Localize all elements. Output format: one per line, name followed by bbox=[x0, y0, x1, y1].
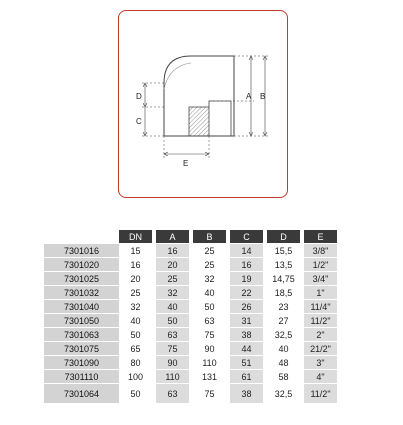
value-cell-c: 38 bbox=[230, 328, 263, 341]
value-cell-e: 11/2" bbox=[304, 384, 337, 403]
product-code-cell: 7301050 bbox=[44, 314, 119, 327]
table-row bbox=[44, 300, 337, 313]
value-cell-dn: 32 bbox=[130, 301, 141, 312]
value-cell-c: 16 bbox=[230, 258, 263, 271]
value-cell-c: 14 bbox=[230, 244, 263, 257]
table-row bbox=[44, 272, 337, 285]
table-row bbox=[44, 384, 337, 403]
table-row bbox=[44, 328, 337, 341]
header-b: B bbox=[193, 230, 226, 243]
table-row bbox=[44, 370, 337, 383]
value-cell-d: 27 bbox=[278, 315, 289, 326]
value-cell-b: 63 bbox=[204, 315, 215, 326]
dim-label-d: D bbox=[136, 92, 142, 101]
dim-label-b: B bbox=[260, 92, 266, 101]
value-cell-e: 1" bbox=[304, 286, 337, 299]
diagram-frame bbox=[118, 10, 288, 198]
value-cell-a: 50 bbox=[156, 314, 189, 327]
table-row bbox=[44, 286, 337, 299]
value-cell-b: 25 bbox=[204, 259, 215, 270]
value-cell-b: 90 bbox=[204, 343, 215, 354]
value-cell-b: 50 bbox=[204, 301, 215, 312]
table-row bbox=[44, 314, 337, 327]
value-cell-a: 16 bbox=[156, 244, 189, 257]
value-cell-d: 14,75 bbox=[272, 273, 295, 284]
value-cell-dn: 80 bbox=[130, 357, 141, 368]
value-cell-b: 25 bbox=[204, 245, 215, 256]
value-cell-e: 21/2" bbox=[304, 342, 337, 355]
value-cell-e: 11/4" bbox=[304, 300, 337, 313]
table-header-row bbox=[44, 230, 337, 243]
value-cell-d: 18,5 bbox=[274, 287, 293, 298]
product-code-cell: 7301020 bbox=[44, 258, 119, 271]
table-body bbox=[44, 244, 337, 403]
dim-label-a: A bbox=[246, 92, 252, 101]
header-c: C bbox=[230, 230, 263, 243]
value-cell-c: 26 bbox=[230, 300, 263, 313]
value-cell-c: 38 bbox=[230, 384, 263, 403]
table-row bbox=[44, 258, 337, 271]
value-cell-c: 44 bbox=[230, 342, 263, 355]
product-code-cell: 7301040 bbox=[44, 300, 119, 313]
value-cell-b: 32 bbox=[204, 273, 215, 284]
value-cell-dn: 15 bbox=[130, 245, 141, 256]
value-cell-a: 110 bbox=[156, 370, 189, 383]
value-cell-e: 3/8" bbox=[304, 244, 337, 257]
dimensions-table bbox=[44, 229, 337, 404]
value-cell-a: 63 bbox=[156, 384, 189, 403]
value-cell-e: 11/2" bbox=[304, 314, 337, 327]
value-cell-b: 40 bbox=[204, 287, 215, 298]
dim-label-c: C bbox=[136, 117, 142, 126]
value-cell-b: 75 bbox=[204, 388, 215, 399]
header-e: E bbox=[304, 230, 337, 243]
value-cell-c: 31 bbox=[230, 314, 263, 327]
value-cell-b: 75 bbox=[204, 329, 215, 340]
product-code-cell: 7301025 bbox=[44, 272, 119, 285]
product-code-cell: 7301075 bbox=[44, 342, 119, 355]
value-cell-dn: 50 bbox=[130, 388, 141, 399]
value-cell-a: 40 bbox=[156, 300, 189, 313]
dim-label-e: E bbox=[183, 159, 189, 168]
value-cell-a: 25 bbox=[156, 272, 189, 285]
value-cell-e: 3" bbox=[304, 356, 337, 369]
product-code-cell: 7301064 bbox=[44, 384, 119, 403]
header-d: D bbox=[267, 230, 300, 243]
value-cell-dn: 50 bbox=[130, 329, 141, 340]
product-code-cell: 7301090 bbox=[44, 356, 119, 369]
value-cell-a: 20 bbox=[156, 258, 189, 271]
product-code-cell: 7301063 bbox=[44, 328, 119, 341]
value-cell-e: 1/2" bbox=[304, 258, 337, 271]
value-cell-c: 22 bbox=[230, 286, 263, 299]
value-cell-d: 32,5 bbox=[274, 388, 293, 399]
elbow-fitting-diagram bbox=[119, 11, 289, 199]
value-cell-dn: 100 bbox=[127, 371, 144, 382]
value-cell-e: 4" bbox=[304, 370, 337, 383]
value-cell-d: 15,5 bbox=[274, 245, 293, 256]
value-cell-c: 51 bbox=[230, 356, 263, 369]
value-cell-dn: 65 bbox=[130, 343, 141, 354]
product-code-cell: 7301110 bbox=[44, 370, 119, 383]
header-a: A bbox=[156, 230, 189, 243]
value-cell-dn: 25 bbox=[130, 287, 141, 298]
value-cell-d: 13,5 bbox=[274, 259, 293, 270]
value-cell-c: 19 bbox=[230, 272, 263, 285]
value-cell-c: 61 bbox=[230, 370, 263, 383]
product-code-cell: 7301016 bbox=[44, 244, 119, 257]
value-cell-b: 110 bbox=[202, 357, 217, 368]
table-row bbox=[44, 244, 337, 257]
value-cell-dn: 16 bbox=[130, 259, 141, 270]
value-cell-d: 23 bbox=[278, 301, 289, 312]
value-cell-e: 2" bbox=[304, 328, 337, 341]
value-cell-a: 75 bbox=[156, 342, 189, 355]
value-cell-b: 131 bbox=[201, 371, 218, 382]
value-cell-a: 90 bbox=[156, 356, 189, 369]
value-cell-a: 63 bbox=[156, 328, 189, 341]
value-cell-a: 32 bbox=[156, 286, 189, 299]
table-row bbox=[44, 342, 337, 355]
value-cell-e: 3/4" bbox=[304, 272, 337, 285]
value-cell-dn: 20 bbox=[130, 273, 141, 284]
table-row bbox=[44, 356, 337, 369]
value-cell-d: 58 bbox=[278, 371, 289, 382]
value-cell-d: 40 bbox=[278, 343, 289, 354]
value-cell-dn: 40 bbox=[130, 315, 141, 326]
value-cell-d: 48 bbox=[278, 357, 289, 368]
product-code-cell: 7301032 bbox=[44, 286, 119, 299]
header-dn: DN bbox=[119, 230, 152, 243]
value-cell-d: 32,5 bbox=[274, 329, 293, 340]
